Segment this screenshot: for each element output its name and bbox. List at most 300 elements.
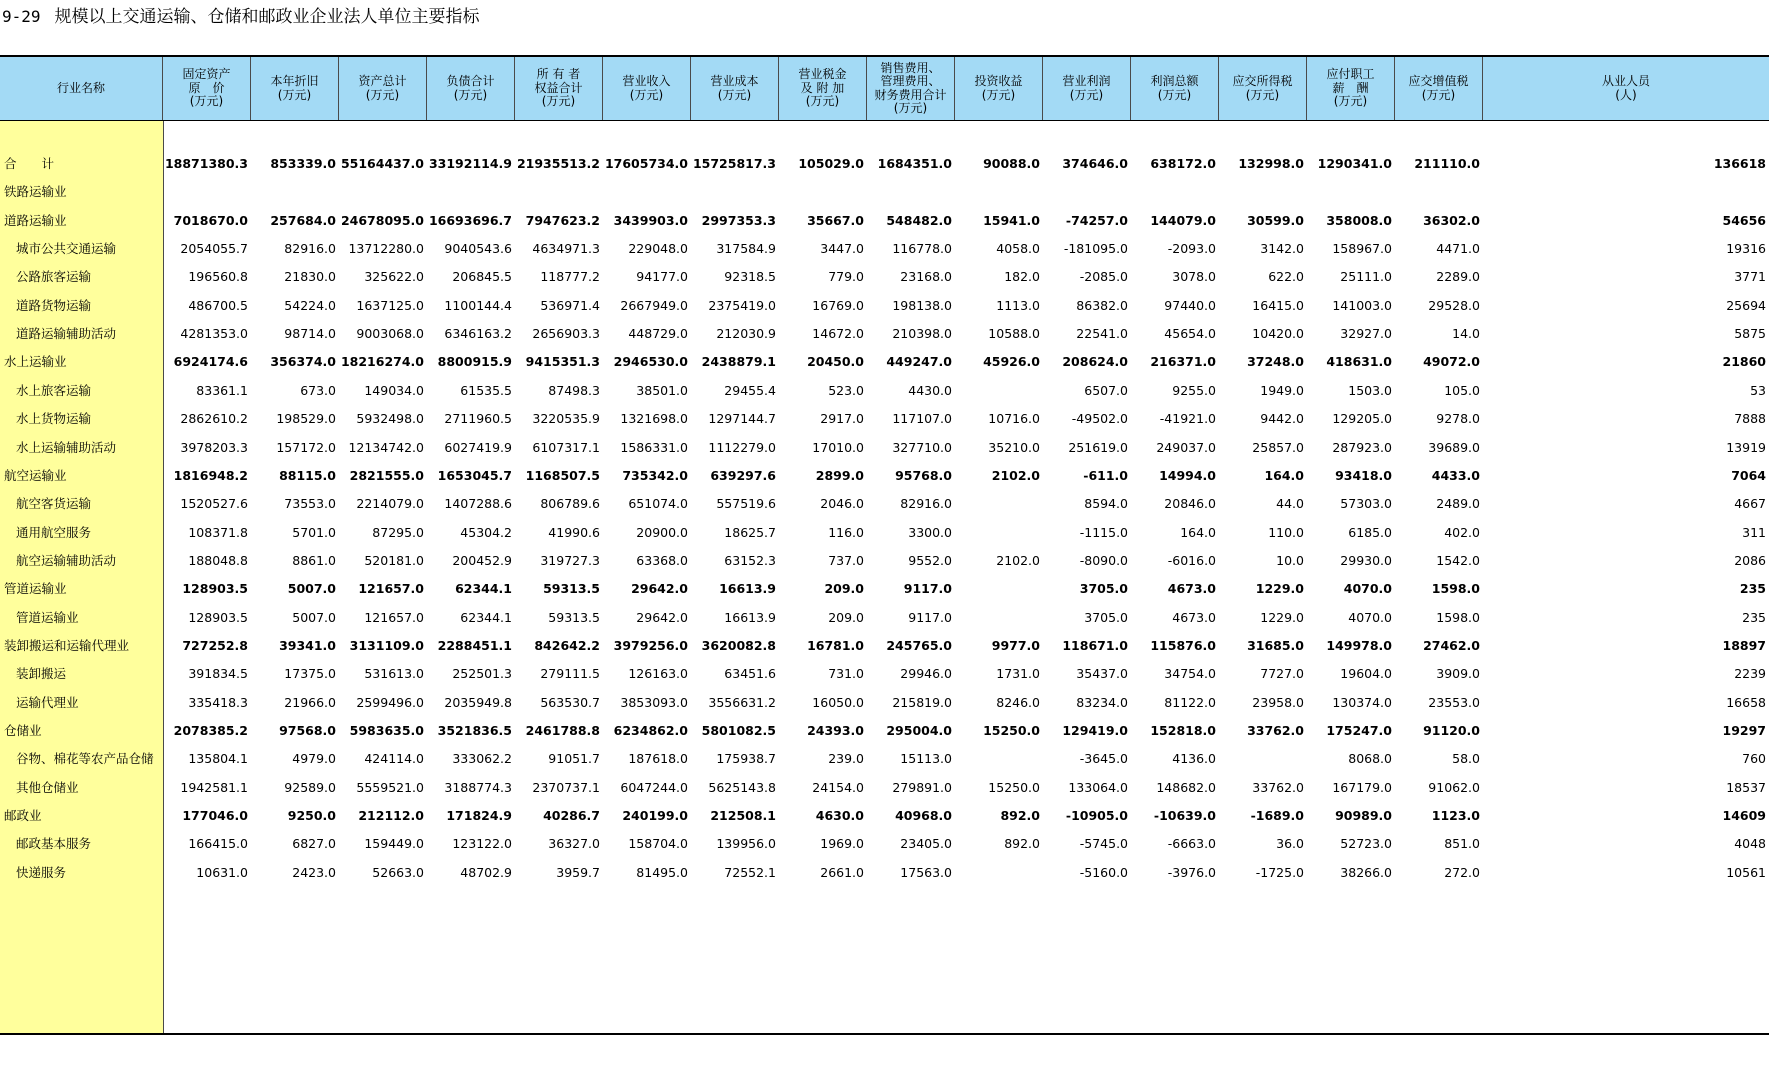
table-cell: 279111.5 bbox=[540, 666, 600, 682]
table-cell: 3131109.0 bbox=[349, 637, 424, 653]
column-header: 营业税金 及 附 加 (万元) bbox=[779, 57, 867, 120]
table-cell: 212112.0 bbox=[358, 808, 424, 824]
table-cell: 171824.9 bbox=[446, 808, 512, 824]
table-cell: 98714.0 bbox=[284, 326, 336, 342]
table-cell: 9003068.0 bbox=[356, 326, 424, 342]
table-cell: 53 bbox=[1750, 382, 1766, 398]
table-cell: 81495.0 bbox=[636, 864, 688, 880]
table-cell: 72552.1 bbox=[724, 864, 776, 880]
table-cell: 23958.0 bbox=[1252, 694, 1304, 710]
table-cell: 7064 bbox=[1731, 467, 1766, 483]
table-cell: 15941.0 bbox=[983, 212, 1040, 228]
table-cell: 62344.1 bbox=[455, 581, 512, 597]
table-cell: 19604.0 bbox=[1340, 666, 1392, 682]
column-header: 营业成本 (万元) bbox=[691, 57, 779, 120]
table-cell: 198138.0 bbox=[892, 297, 952, 313]
table-cell: 210398.0 bbox=[892, 326, 952, 342]
table-cell: 49072.0 bbox=[1423, 354, 1480, 370]
table-row bbox=[0, 630, 1769, 662]
table-cell: 4630.0 bbox=[815, 808, 864, 824]
table-cell: 311 bbox=[1742, 524, 1766, 540]
table-cell: 235 bbox=[1742, 609, 1766, 625]
table-cell: 1503.0 bbox=[1348, 382, 1392, 398]
table-cell: 4070.0 bbox=[1343, 581, 1392, 597]
table-cell: 212508.1 bbox=[710, 808, 776, 824]
table-cell: 1112279.0 bbox=[708, 439, 776, 455]
table-row bbox=[0, 176, 1769, 208]
table-cell: 31685.0 bbox=[1247, 637, 1304, 653]
table-cell: 166415.0 bbox=[188, 836, 248, 852]
table-cell: 87498.3 bbox=[548, 382, 600, 398]
table-cell: 240199.0 bbox=[622, 808, 688, 824]
table-cell: 136618 bbox=[1713, 156, 1766, 171]
table-cell: 25111.0 bbox=[1340, 269, 1392, 285]
table-cell: 449247.0 bbox=[886, 354, 952, 370]
table-cell: 9117.0 bbox=[908, 609, 952, 625]
table-cell: 10588.0 bbox=[988, 326, 1040, 342]
table-cell: 10561 bbox=[1726, 864, 1766, 880]
table-cell: 1290341.0 bbox=[1317, 156, 1392, 171]
table-cell: 20846.0 bbox=[1164, 496, 1216, 512]
table-cell: 358008.0 bbox=[1326, 212, 1392, 228]
table-cell: 149978.0 bbox=[1326, 637, 1392, 653]
table-cell: 15250.0 bbox=[988, 779, 1040, 795]
table-cell: 152818.0 bbox=[1150, 723, 1216, 738]
table-cell: 38501.0 bbox=[636, 382, 688, 398]
table-row bbox=[0, 233, 1769, 265]
table-cell: 54224.0 bbox=[284, 297, 336, 313]
table-cell: 41990.6 bbox=[548, 524, 600, 540]
table-cell: 229048.0 bbox=[628, 241, 688, 257]
table-cell: 3188774.3 bbox=[444, 779, 512, 795]
table-cell: 3705.0 bbox=[1079, 581, 1128, 597]
table-cell: 83234.0 bbox=[1076, 694, 1128, 710]
table-cell: 8068.0 bbox=[1348, 751, 1392, 767]
column-header: 负债合计 (万元) bbox=[427, 57, 515, 120]
table-cell: -611.0 bbox=[1083, 467, 1128, 483]
column-header: 固定资产 原 价 (万元) bbox=[163, 57, 251, 120]
table-cell: 319727.3 bbox=[540, 552, 600, 568]
table-cell: 128903.5 bbox=[188, 609, 248, 625]
table-cell: 23405.0 bbox=[900, 836, 952, 852]
table-cell: 126163.0 bbox=[628, 666, 688, 682]
table-cell: 83361.1 bbox=[196, 382, 248, 398]
table-cell: 16693696.7 bbox=[428, 212, 512, 228]
row-label: 水上运输业 bbox=[4, 354, 67, 370]
table-cell: -8090.0 bbox=[1079, 552, 1128, 568]
row-label: 道路运输业 bbox=[4, 212, 67, 228]
table-cell: 3978203.3 bbox=[180, 439, 248, 455]
row-label: 邮政业 bbox=[4, 808, 42, 824]
table-cell: 18897 bbox=[1722, 637, 1766, 653]
table-cell: 73553.0 bbox=[284, 496, 336, 512]
table-cell: 2489.0 bbox=[1436, 496, 1480, 512]
table-cell: 116778.0 bbox=[892, 241, 952, 257]
table-cell: 24393.0 bbox=[807, 723, 864, 738]
table-row bbox=[0, 517, 1769, 549]
table-cell: 2370737.1 bbox=[532, 779, 600, 795]
table-row bbox=[0, 658, 1769, 690]
table-cell: 149034.0 bbox=[364, 382, 424, 398]
table-cell: 1684351.0 bbox=[877, 156, 952, 171]
table-cell: 121657.0 bbox=[358, 581, 424, 597]
table-cell: 157172.0 bbox=[276, 439, 336, 455]
table-cell: 531613.0 bbox=[364, 666, 424, 682]
table-row bbox=[0, 687, 1769, 719]
column-header: 应交所得税 (万元) bbox=[1219, 57, 1307, 120]
table-cell: 182.0 bbox=[1004, 269, 1040, 285]
table-cell: 215819.0 bbox=[892, 694, 952, 710]
table-cell: 57303.0 bbox=[1340, 496, 1392, 512]
table-cell: 91051.7 bbox=[548, 751, 600, 767]
table-cell: 4673.0 bbox=[1167, 581, 1216, 597]
table-cell: 18216274.0 bbox=[340, 354, 424, 370]
table-cell: 13919 bbox=[1726, 439, 1766, 455]
table-cell: 36.0 bbox=[1276, 836, 1304, 852]
table-cell: 209.0 bbox=[828, 609, 864, 625]
table-cell: 2899.0 bbox=[815, 467, 864, 483]
table-cell: 40968.0 bbox=[895, 808, 952, 824]
table-cell: 198529.0 bbox=[276, 411, 336, 427]
table-cell: 1229.0 bbox=[1255, 581, 1304, 597]
row-label: 航空客货运输 bbox=[16, 496, 92, 512]
table-row bbox=[0, 261, 1769, 293]
table-row bbox=[0, 375, 1769, 407]
table-cell: 4281353.0 bbox=[180, 326, 248, 342]
table-cell: 16781.0 bbox=[807, 637, 864, 653]
table-cell: 1542.0 bbox=[1436, 552, 1480, 568]
table-cell: 10.0 bbox=[1276, 552, 1304, 568]
table-cell: 9117.0 bbox=[903, 581, 952, 597]
table-cell: 10716.0 bbox=[988, 411, 1040, 427]
table-cell: 5701.0 bbox=[292, 524, 336, 540]
table-cell: 8861.0 bbox=[292, 552, 336, 568]
table-row bbox=[0, 828, 1769, 860]
table-cell: 21966.0 bbox=[284, 694, 336, 710]
table-row bbox=[0, 488, 1769, 520]
table-cell: 3078.0 bbox=[1172, 269, 1216, 285]
table-cell: 9552.0 bbox=[908, 552, 952, 568]
table-cell: 82916.0 bbox=[900, 496, 952, 512]
table-cell: 1637125.0 bbox=[356, 297, 424, 313]
table-cell: 118671.0 bbox=[1062, 637, 1128, 653]
table-cell: 52663.0 bbox=[372, 864, 424, 880]
table-cell: 892.0 bbox=[1000, 808, 1040, 824]
table-cell: 7018670.0 bbox=[173, 212, 248, 228]
table-cell: 94177.0 bbox=[636, 269, 688, 285]
table-cell: 3447.0 bbox=[820, 241, 864, 257]
table-cell: 6047244.0 bbox=[620, 779, 688, 795]
table-cell: 391834.5 bbox=[188, 666, 248, 682]
table-cell: 59313.5 bbox=[548, 609, 600, 625]
row-label: 铁路运输业 bbox=[4, 184, 67, 200]
table-cell: 2214079.0 bbox=[356, 496, 424, 512]
table-cell: 9415351.3 bbox=[525, 354, 600, 370]
table-cell: 1321698.0 bbox=[620, 411, 688, 427]
table-cell: 4433.0 bbox=[1431, 467, 1480, 483]
table-row bbox=[0, 743, 1769, 775]
table-cell: 486700.5 bbox=[188, 297, 248, 313]
table-cell: 24154.0 bbox=[812, 779, 864, 795]
table-cell: 5559521.0 bbox=[356, 779, 424, 795]
table-cell: 29642.0 bbox=[631, 581, 688, 597]
table-cell: 842642.2 bbox=[534, 637, 600, 653]
column-header: 利润总额 (万元) bbox=[1131, 57, 1219, 120]
table-cell: 3705.0 bbox=[1084, 609, 1128, 625]
table-cell: -1689.0 bbox=[1250, 808, 1304, 824]
table-cell: 5932498.0 bbox=[356, 411, 424, 427]
table-cell: 45926.0 bbox=[983, 354, 1040, 370]
table-cell: 16613.9 bbox=[719, 581, 776, 597]
table-cell: 1653045.7 bbox=[437, 467, 512, 483]
table-cell: 2288451.1 bbox=[437, 637, 512, 653]
column-header: 所 有 者 权益合计 (万元) bbox=[515, 57, 603, 120]
table-cell: 95768.0 bbox=[895, 467, 952, 483]
table-row bbox=[0, 432, 1769, 464]
column-header: 投资收益 (万元) bbox=[955, 57, 1043, 120]
table-cell: 2375419.0 bbox=[708, 297, 776, 313]
table-cell: -1115.0 bbox=[1079, 524, 1128, 540]
table-number: 9-29 bbox=[2, 7, 41, 26]
table-cell: 33762.0 bbox=[1247, 723, 1304, 738]
row-label: 水上运输辅助活动 bbox=[16, 439, 117, 455]
row-label: 运输代理业 bbox=[16, 694, 79, 710]
table-cell: 33762.0 bbox=[1252, 779, 1304, 795]
table-cell: -6016.0 bbox=[1167, 552, 1216, 568]
table-cell: 639297.6 bbox=[710, 467, 776, 483]
table-cell: 4673.0 bbox=[1172, 609, 1216, 625]
table-cell: 2078385.2 bbox=[173, 723, 248, 738]
table-cell: 2239 bbox=[1734, 666, 1766, 682]
table-cell: 5801082.5 bbox=[701, 723, 776, 738]
table-cell: 6234862.0 bbox=[613, 723, 688, 738]
table-cell: 29930.0 bbox=[1340, 552, 1392, 568]
table-cell: 15250.0 bbox=[983, 723, 1040, 738]
table-cell: 673.0 bbox=[300, 382, 336, 398]
table-cell: 15725817.3 bbox=[692, 156, 776, 171]
table-cell: 9255.0 bbox=[1172, 382, 1216, 398]
table-cell: 19297 bbox=[1722, 723, 1766, 738]
table-cell: 129205.0 bbox=[1332, 411, 1392, 427]
table-cell: 16613.9 bbox=[724, 609, 776, 625]
table-header bbox=[0, 57, 1769, 121]
table-cell: 3439903.0 bbox=[613, 212, 688, 228]
table-cell: 35210.0 bbox=[988, 439, 1040, 455]
table-cell: 22541.0 bbox=[1076, 326, 1128, 342]
table-cell: 1598.0 bbox=[1431, 581, 1480, 597]
table-cell: 34754.0 bbox=[1164, 666, 1216, 682]
table-cell: 196560.8 bbox=[188, 269, 248, 285]
table-cell: 16050.0 bbox=[812, 694, 864, 710]
table-cell: 32927.0 bbox=[1340, 326, 1392, 342]
table-cell: 735342.0 bbox=[622, 467, 688, 483]
table-cell: 97440.0 bbox=[1164, 297, 1216, 313]
table-cell: 90989.0 bbox=[1335, 808, 1392, 824]
table-cell: 563530.7 bbox=[540, 694, 600, 710]
table-cell: 93418.0 bbox=[1335, 467, 1392, 483]
table-cell: -10905.0 bbox=[1065, 808, 1128, 824]
table-cell: 144079.0 bbox=[1150, 212, 1216, 228]
table-cell: 54656 bbox=[1722, 212, 1766, 228]
table-cell: 17010.0 bbox=[812, 439, 864, 455]
table-cell: 638172.0 bbox=[1150, 156, 1216, 171]
table-cell: 123122.0 bbox=[452, 836, 512, 852]
row-label: 其他仓储业 bbox=[16, 779, 79, 795]
table-cell: 2917.0 bbox=[820, 411, 864, 427]
table-cell: 18537 bbox=[1726, 779, 1766, 795]
table-cell: 35437.0 bbox=[1076, 666, 1128, 682]
table-cell: 177046.0 bbox=[182, 808, 248, 824]
table-cell: 1816948.2 bbox=[173, 467, 248, 483]
table-cell: 424114.0 bbox=[364, 751, 424, 767]
row-label: 水上货物运输 bbox=[16, 411, 92, 427]
table-cell: 58.0 bbox=[1452, 751, 1480, 767]
table-cell: 536971.4 bbox=[540, 297, 600, 313]
table-cell: 19316 bbox=[1726, 241, 1766, 257]
table-cell: 448729.0 bbox=[628, 326, 688, 342]
table-cell: 45304.2 bbox=[460, 524, 512, 540]
table-cell: 63368.0 bbox=[636, 552, 688, 568]
table-cell: 4070.0 bbox=[1348, 609, 1392, 625]
table-cell: 16415.0 bbox=[1252, 297, 1304, 313]
table-cell: 55164437.0 bbox=[340, 156, 424, 171]
table-cell: 17605734.0 bbox=[604, 156, 688, 171]
table-cell: 141003.0 bbox=[1332, 297, 1392, 313]
table-cell: 7947623.2 bbox=[525, 212, 600, 228]
table-cell: 216371.0 bbox=[1150, 354, 1216, 370]
table-cell: -74257.0 bbox=[1065, 212, 1128, 228]
table-cell: 208624.0 bbox=[1062, 354, 1128, 370]
table-cell: 5007.0 bbox=[287, 581, 336, 597]
row-label: 管道运输业 bbox=[4, 581, 67, 597]
table-cell: 33192114.9 bbox=[428, 156, 512, 171]
bottom-rule bbox=[0, 1033, 1769, 1035]
table-cell: -49502.0 bbox=[1071, 411, 1128, 427]
table-cell: 20900.0 bbox=[636, 524, 688, 540]
table-cell: 105.0 bbox=[1444, 382, 1480, 398]
table-cell: 3853093.0 bbox=[620, 694, 688, 710]
table-row bbox=[0, 290, 1769, 322]
table-cell: 130374.0 bbox=[1332, 694, 1392, 710]
table-cell: 6107317.1 bbox=[532, 439, 600, 455]
table-cell: 175938.7 bbox=[716, 751, 776, 767]
table-cell: 1100144.4 bbox=[444, 297, 512, 313]
table-cell: -2093.0 bbox=[1167, 241, 1216, 257]
table-cell: 3220535.9 bbox=[532, 411, 600, 427]
table-cell: 1731.0 bbox=[996, 666, 1040, 682]
table-row bbox=[0, 346, 1769, 378]
table-cell: 245765.0 bbox=[886, 637, 952, 653]
table-cell: 651074.0 bbox=[628, 496, 688, 512]
table-cell: 5875 bbox=[1734, 326, 1766, 342]
row-label: 公路旅客运输 bbox=[16, 269, 92, 285]
table-cell: 23553.0 bbox=[1428, 694, 1480, 710]
table-cell: 325622.0 bbox=[364, 269, 424, 285]
row-label: 道路货物运输 bbox=[16, 297, 92, 313]
table-cell: 209.0 bbox=[824, 581, 864, 597]
table-cell: 3959.7 bbox=[556, 864, 600, 880]
column-header: 应付职工 薪 酬 (万元) bbox=[1307, 57, 1395, 120]
table-cell: 251619.0 bbox=[1068, 439, 1128, 455]
table-cell: 59313.5 bbox=[543, 581, 600, 597]
table-cell: 14994.0 bbox=[1159, 467, 1216, 483]
table-cell: 37248.0 bbox=[1247, 354, 1304, 370]
table-cell: 7727.0 bbox=[1260, 666, 1304, 682]
column-header: 营业收入 (万元) bbox=[603, 57, 691, 120]
row-label: 管道运输业 bbox=[16, 609, 79, 625]
table-row bbox=[0, 403, 1769, 435]
table-cell: 9278.0 bbox=[1436, 411, 1480, 427]
table-cell: 45654.0 bbox=[1164, 326, 1216, 342]
table-cell: 2599496.0 bbox=[356, 694, 424, 710]
table-cell bbox=[1360, 176, 1480, 208]
table-cell: 731.0 bbox=[828, 666, 864, 682]
table-cell: 2862610.2 bbox=[180, 411, 248, 427]
table-cell: 30599.0 bbox=[1247, 212, 1304, 228]
table-cell: 2102.0 bbox=[996, 552, 1040, 568]
table-cell: 40286.7 bbox=[543, 808, 600, 824]
table-cell: 164.0 bbox=[1180, 524, 1216, 540]
table-cell: 374646.0 bbox=[1062, 156, 1128, 171]
table-cell: 2461788.8 bbox=[525, 723, 600, 738]
table-cell: 249037.0 bbox=[1156, 439, 1216, 455]
table-cell: 9250.0 bbox=[287, 808, 336, 824]
table-cell: 3979256.0 bbox=[613, 637, 688, 653]
table-cell: 44.0 bbox=[1276, 496, 1304, 512]
row-label: 仓储业 bbox=[4, 723, 42, 738]
table-cell: 257684.0 bbox=[270, 212, 336, 228]
table-cell: 3556631.2 bbox=[708, 694, 776, 710]
table-cell: 335418.3 bbox=[188, 694, 248, 710]
table-cell: 737.0 bbox=[828, 552, 864, 568]
table-cell: -181095.0 bbox=[1063, 241, 1128, 257]
table-cell: 2946530.0 bbox=[613, 354, 688, 370]
row-label: 道路运输辅助活动 bbox=[16, 326, 117, 342]
table-cell: 3909.0 bbox=[1436, 666, 1480, 682]
table-cell: 39341.0 bbox=[279, 637, 336, 653]
table-cell: 158704.0 bbox=[628, 836, 688, 852]
table-cell: 4136.0 bbox=[1172, 751, 1216, 767]
table-cell: -3645.0 bbox=[1079, 751, 1128, 767]
row-label: 邮政基本服务 bbox=[16, 836, 92, 852]
table-cell: 25694 bbox=[1726, 297, 1766, 313]
row-label: 合 计 bbox=[4, 156, 55, 171]
table-cell: 212030.9 bbox=[716, 326, 776, 342]
table-cell: 760 bbox=[1742, 751, 1766, 767]
table-cell: 38266.0 bbox=[1340, 864, 1392, 880]
column-header: 本年折旧 (万元) bbox=[251, 57, 339, 120]
table-cell: 851.0 bbox=[1444, 836, 1480, 852]
table-cell: 1113.0 bbox=[996, 297, 1040, 313]
table-row bbox=[0, 857, 1769, 889]
table-cell: 187618.0 bbox=[628, 751, 688, 767]
table-cell: 2661.0 bbox=[820, 864, 864, 880]
table-cell: 3300.0 bbox=[908, 524, 952, 540]
table-cell: 2997353.3 bbox=[701, 212, 776, 228]
table-cell: 21860 bbox=[1722, 354, 1766, 370]
table-cell: 418631.0 bbox=[1326, 354, 1392, 370]
table-cell: 167179.0 bbox=[1332, 779, 1392, 795]
table-cell: 82916.0 bbox=[284, 241, 336, 257]
table-cell: 29946.0 bbox=[900, 666, 952, 682]
table-cell: 239.0 bbox=[828, 751, 864, 767]
table-cell: 211110.0 bbox=[1414, 156, 1480, 171]
table-cell: 520181.0 bbox=[364, 552, 424, 568]
table-cell: 523.0 bbox=[828, 382, 864, 398]
column-header: 从业人员 (人) bbox=[1601, 74, 1650, 102]
table-cell: 24678095.0 bbox=[340, 212, 424, 228]
table-cell: 8800915.9 bbox=[437, 354, 512, 370]
